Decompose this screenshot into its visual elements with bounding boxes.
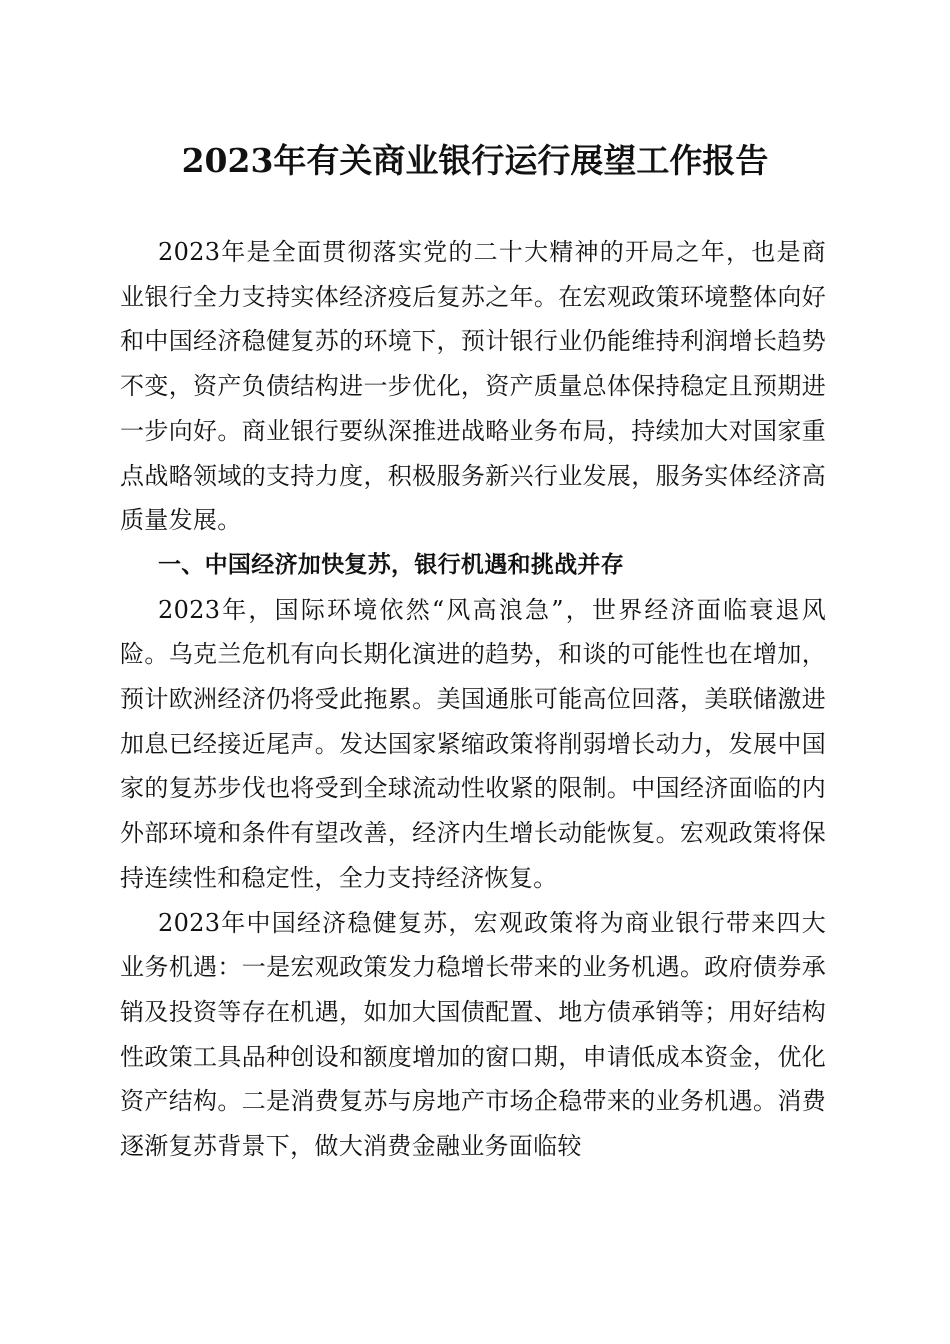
document-body [120,230,826,1169]
intro-paragraph: 2023年是全面贯彻落实党的二十大精神的开局之年，也是商业银行全力支持实体经济疫后复苏之年。在宏观政策环境整体向好和中国经济稳健复苏的环境下，预计银行业仍能维持利润增长趋势不变，资产负债结构进一步优化，资产质量总体保持稳定且预期进一步向好。商业银行要纵深推进战略业务布局，持续加大对国家重点战略领域的支持力度，积极服务新兴行业发展，服务实体经济高质量发展。 [120,238,826,535]
section1-paragraph-2: 2023年中国经济稳健复苏，宏观政策将为商业银行带来四大业务机遇：一是宏观政策发力稳增长带来的业务机遇。政府债券承销及投资等存在机遇，如加大国债配置、地方债承销等；用好结构性政策工具品种创设和额度增加的窗口期，申请低成本资金，优化资产结构。二是消费复苏与房地产市场企稳带来的业务机遇。消费逐渐复苏背景下，做大消费金融业务面临较 [120,908,826,1161]
document-title: 2023年有关商业银行运行展望工作报告 [181,141,769,180]
section-heading-1: 一、中国经济加快复苏，银行机遇和挑战并存 [158,551,624,578]
section1-paragraph-1: 2023年，国际环境依然“风高浪急”，世界经济面临衰退风险。乌克兰危机有向长期化演进的趋势，和谈的可能性也在增加，预计欧洲经济仍将受此拖累。美国通胀可能高位回落，美联储激进加息已经接近尾声。发达国家紧缩政策将削弱增长动力，发展中国家的复苏步伐也将受到全球流动性收紧的限制。中国经济面临的内外部环境和条件有望改善，经济内生增长动能恢复。宏观政策将保持连续性和稳定性，全力支持经济恢复。 [120,595,826,892]
